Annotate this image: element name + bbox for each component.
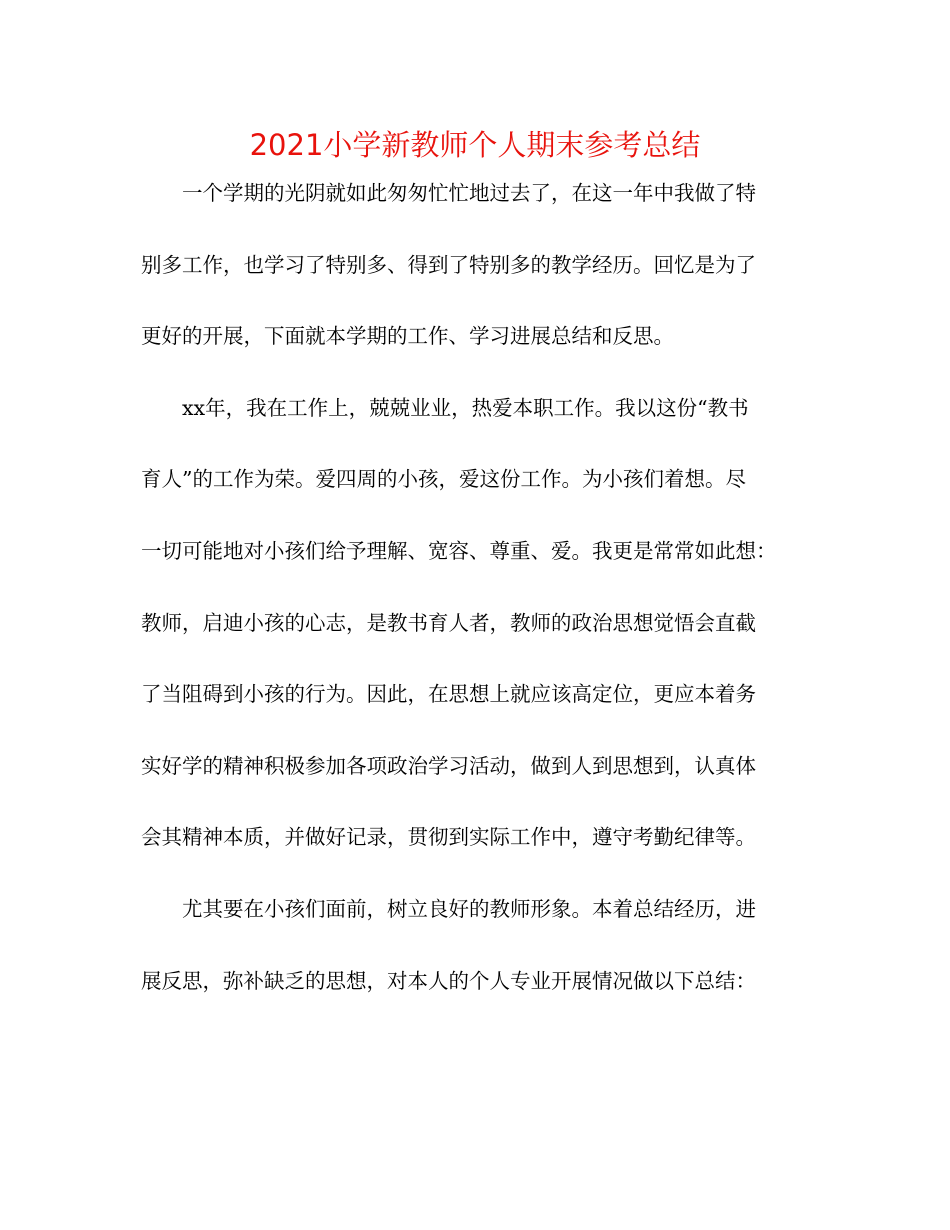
text-line: 一个学期的光阴就如此匆匆忙忙地过去了，在这一年中我做了特 <box>182 181 756 205</box>
text-line: xx年，我在工作上，兢兢业业，热爱本职工作。我以这份“教书 <box>182 395 749 420</box>
text-line: 尤其要在小孩们面前，树立良好的教师形象。本着总结经历，进 <box>182 896 756 921</box>
text-line: 了当阻碍到小孩的行为。因此，在思想上就应该高定位，更应本着务 <box>141 682 756 707</box>
text-line: 教师，启迪小孩的心志，是教书育人者，教师的政治思想觉悟会直截 <box>141 610 756 635</box>
text-line: 一切可能地对小孩们给予理解、宽容、尊重、爱。我更是常常如此想： <box>141 538 777 563</box>
text-line: 更好的开展，下面就本学期的工作、学习进展总结和反思。 <box>141 324 674 349</box>
text-line: 别多工作，也学习了特别多、得到了特别多的教学经历。回忆是为了 <box>141 252 756 277</box>
text-line: 会其精神本质，并做好记录，贯彻到实际工作中，遵守考勤纪律等。 <box>141 825 756 850</box>
text-line: 实好学的精神积极参加各项政治学习活动，做到人到思想到，认真体 <box>141 753 756 778</box>
paragraph-3 <box>141 886 811 1029</box>
text-line: 育人”的工作为荣。爱四周的小孩，爱这份工作。为小孩们着想。尽 <box>141 467 746 492</box>
paragraph-2 <box>141 385 811 886</box>
document-body <box>141 170 811 1029</box>
text-line: 展反思，弥补缺乏的思想，对本人的个人专业开展情况做以下总结： <box>141 968 756 993</box>
document-title: 2021小学新教师个人期末参考总结 <box>249 128 701 162</box>
paragraph-1 <box>141 170 811 385</box>
